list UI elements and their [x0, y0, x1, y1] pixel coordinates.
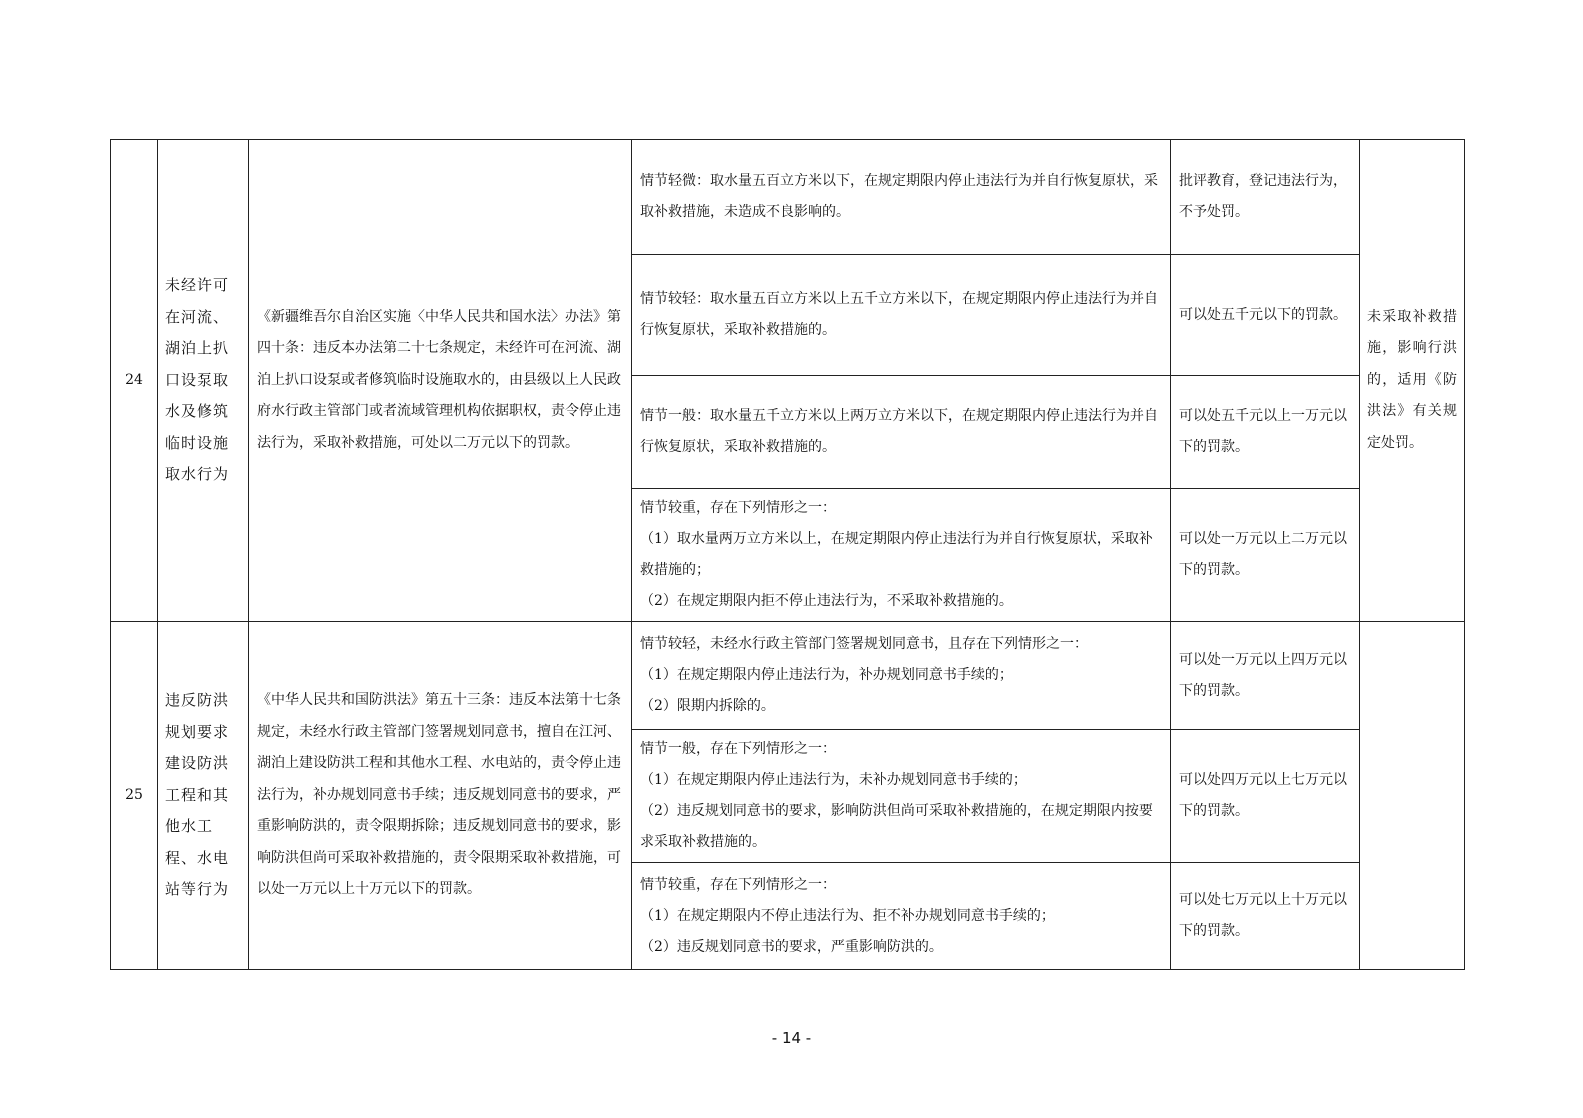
penalty-cell: 可以处五千元以上一万元以下的罚款。 — [1171, 376, 1360, 489]
violation-name: 未经许可在河流、湖泊上扒口设泵取水及修筑临时设施取水行为 — [158, 140, 249, 622]
situation-line: （2）违反规划同意书的要求，影响防洪但尚可采取补救措施的，在规定期限内按要求采取补救措施的。 — [640, 803, 1153, 850]
table-row — [111, 622, 1465, 730]
row-number: 25 — [111, 622, 158, 970]
situation-line: （2）限期内拆除的。 — [640, 698, 775, 714]
situation-line: 情节较轻：取水量五百立方米以上五千立方米以下，在规定期限内停止违法行为并自行恢复原状，采取补救措施的。 — [640, 291, 1158, 338]
situation-line: 情节较重，存在下列情形之一： — [640, 500, 836, 516]
situation-line: 情节一般，存在下列情形之一： — [640, 741, 836, 757]
situation-line: （2）违反规划同意书的要求，严重影响防洪的。 — [640, 938, 943, 955]
table-row — [111, 140, 1465, 255]
violation-name: 违反防洪规划要求建设防洪工程和其他水工程、水电站等行为 — [158, 622, 249, 970]
remark-cell — [1360, 622, 1465, 970]
penalty-cell: 可以处一万元以上二万元以下的罚款。 — [1171, 489, 1360, 622]
situation-line: 情节较重，存在下列情形之一： — [640, 876, 836, 893]
situation-line: （1）取水量两万立方米以上，在规定期限内停止违法行为并自行恢复原状，采取补救措施的； — [640, 531, 1153, 578]
penalty-table — [110, 139, 1465, 970]
penalty-cell: 可以处五千元以下的罚款。 — [1171, 255, 1360, 376]
penalty-cell: 可以处七万元以上十万元以下的罚款。 — [1171, 863, 1360, 970]
situation-line: （1）在规定期限内不停止违法行为、拒不补办规划同意书手续的； — [640, 907, 1055, 924]
situation-line: 情节一般：取水量五千立方米以上两万立方米以下，在规定期限内停止违法行为并自行恢复原状，采取补救措施的。 — [640, 408, 1158, 455]
situation-line: （1）在规定期限内停止违法行为，补办规划同意书手续的； — [640, 667, 1013, 683]
page-number: - 14 - — [771, 1029, 812, 1047]
penalty-cell: 可以处一万元以上四万元以下的罚款。 — [1171, 622, 1360, 730]
penalty-cell: 可以处四万元以上七万元以下的罚款。 — [1171, 730, 1360, 863]
situation-cell — [632, 863, 1171, 970]
situation-line: 情节轻微：取水量五百立方米以下，在规定期限内停止违法行为并自行恢复原状，采取补救措施，未造成不良影响的。 — [640, 173, 1158, 220]
legal-basis: 《中华人民共和国防洪法》第五十三条：违反本法第十七条规定，未经水行政主管部门签署规划同意书，擅自在江河、湖泊上建设防洪工程和其他水工程、水电站的，责令停止违法行为，补办规划同意书手续；违反规划同意书的要求，严重影响防洪的，责令限期拆除；违反规划同意书的要求，影响防洪但尚可采取补救措施的，责令限期采取补救措施，可以处一万元以上十万元以下的罚款。 — [249, 622, 632, 970]
legal-basis: 《新疆维吾尔自治区实施〈中华人民共和国水法〉办法》第四十条：违反本办法第二十七条规定，未经许可在河流、湖泊上扒口设泵或者修筑临时设施取水的，由县级以上人民政府水行政主管部门或者流域管理机构依据职权，责令停止违法行为，采取补救措施，可处以二万元以下的罚款。 — [249, 140, 632, 622]
situation-line: （1）在规定期限内停止违法行为，未补办规划同意书手续的； — [640, 772, 1027, 788]
penalty-cell: 批评教育，登记违法行为，不予处罚。 — [1171, 140, 1360, 255]
situation-cell — [632, 376, 1171, 489]
situation-cell — [632, 489, 1171, 622]
row-number: 24 — [111, 140, 158, 622]
remark-cell: 未采取补救措施，影响行洪的，适用《防洪法》有关规定处罚。 — [1360, 140, 1465, 622]
situation-cell — [632, 255, 1171, 376]
situation-cell — [632, 730, 1171, 863]
situation-cell — [632, 140, 1171, 255]
situation-cell — [632, 622, 1171, 730]
situation-line: （2）在规定期限内拒不停止违法行为，不采取补救措施的。 — [640, 593, 1013, 609]
situation-line: 情节较轻，未经水行政主管部门签署规划同意书，且存在下列情形之一： — [640, 636, 1088, 652]
